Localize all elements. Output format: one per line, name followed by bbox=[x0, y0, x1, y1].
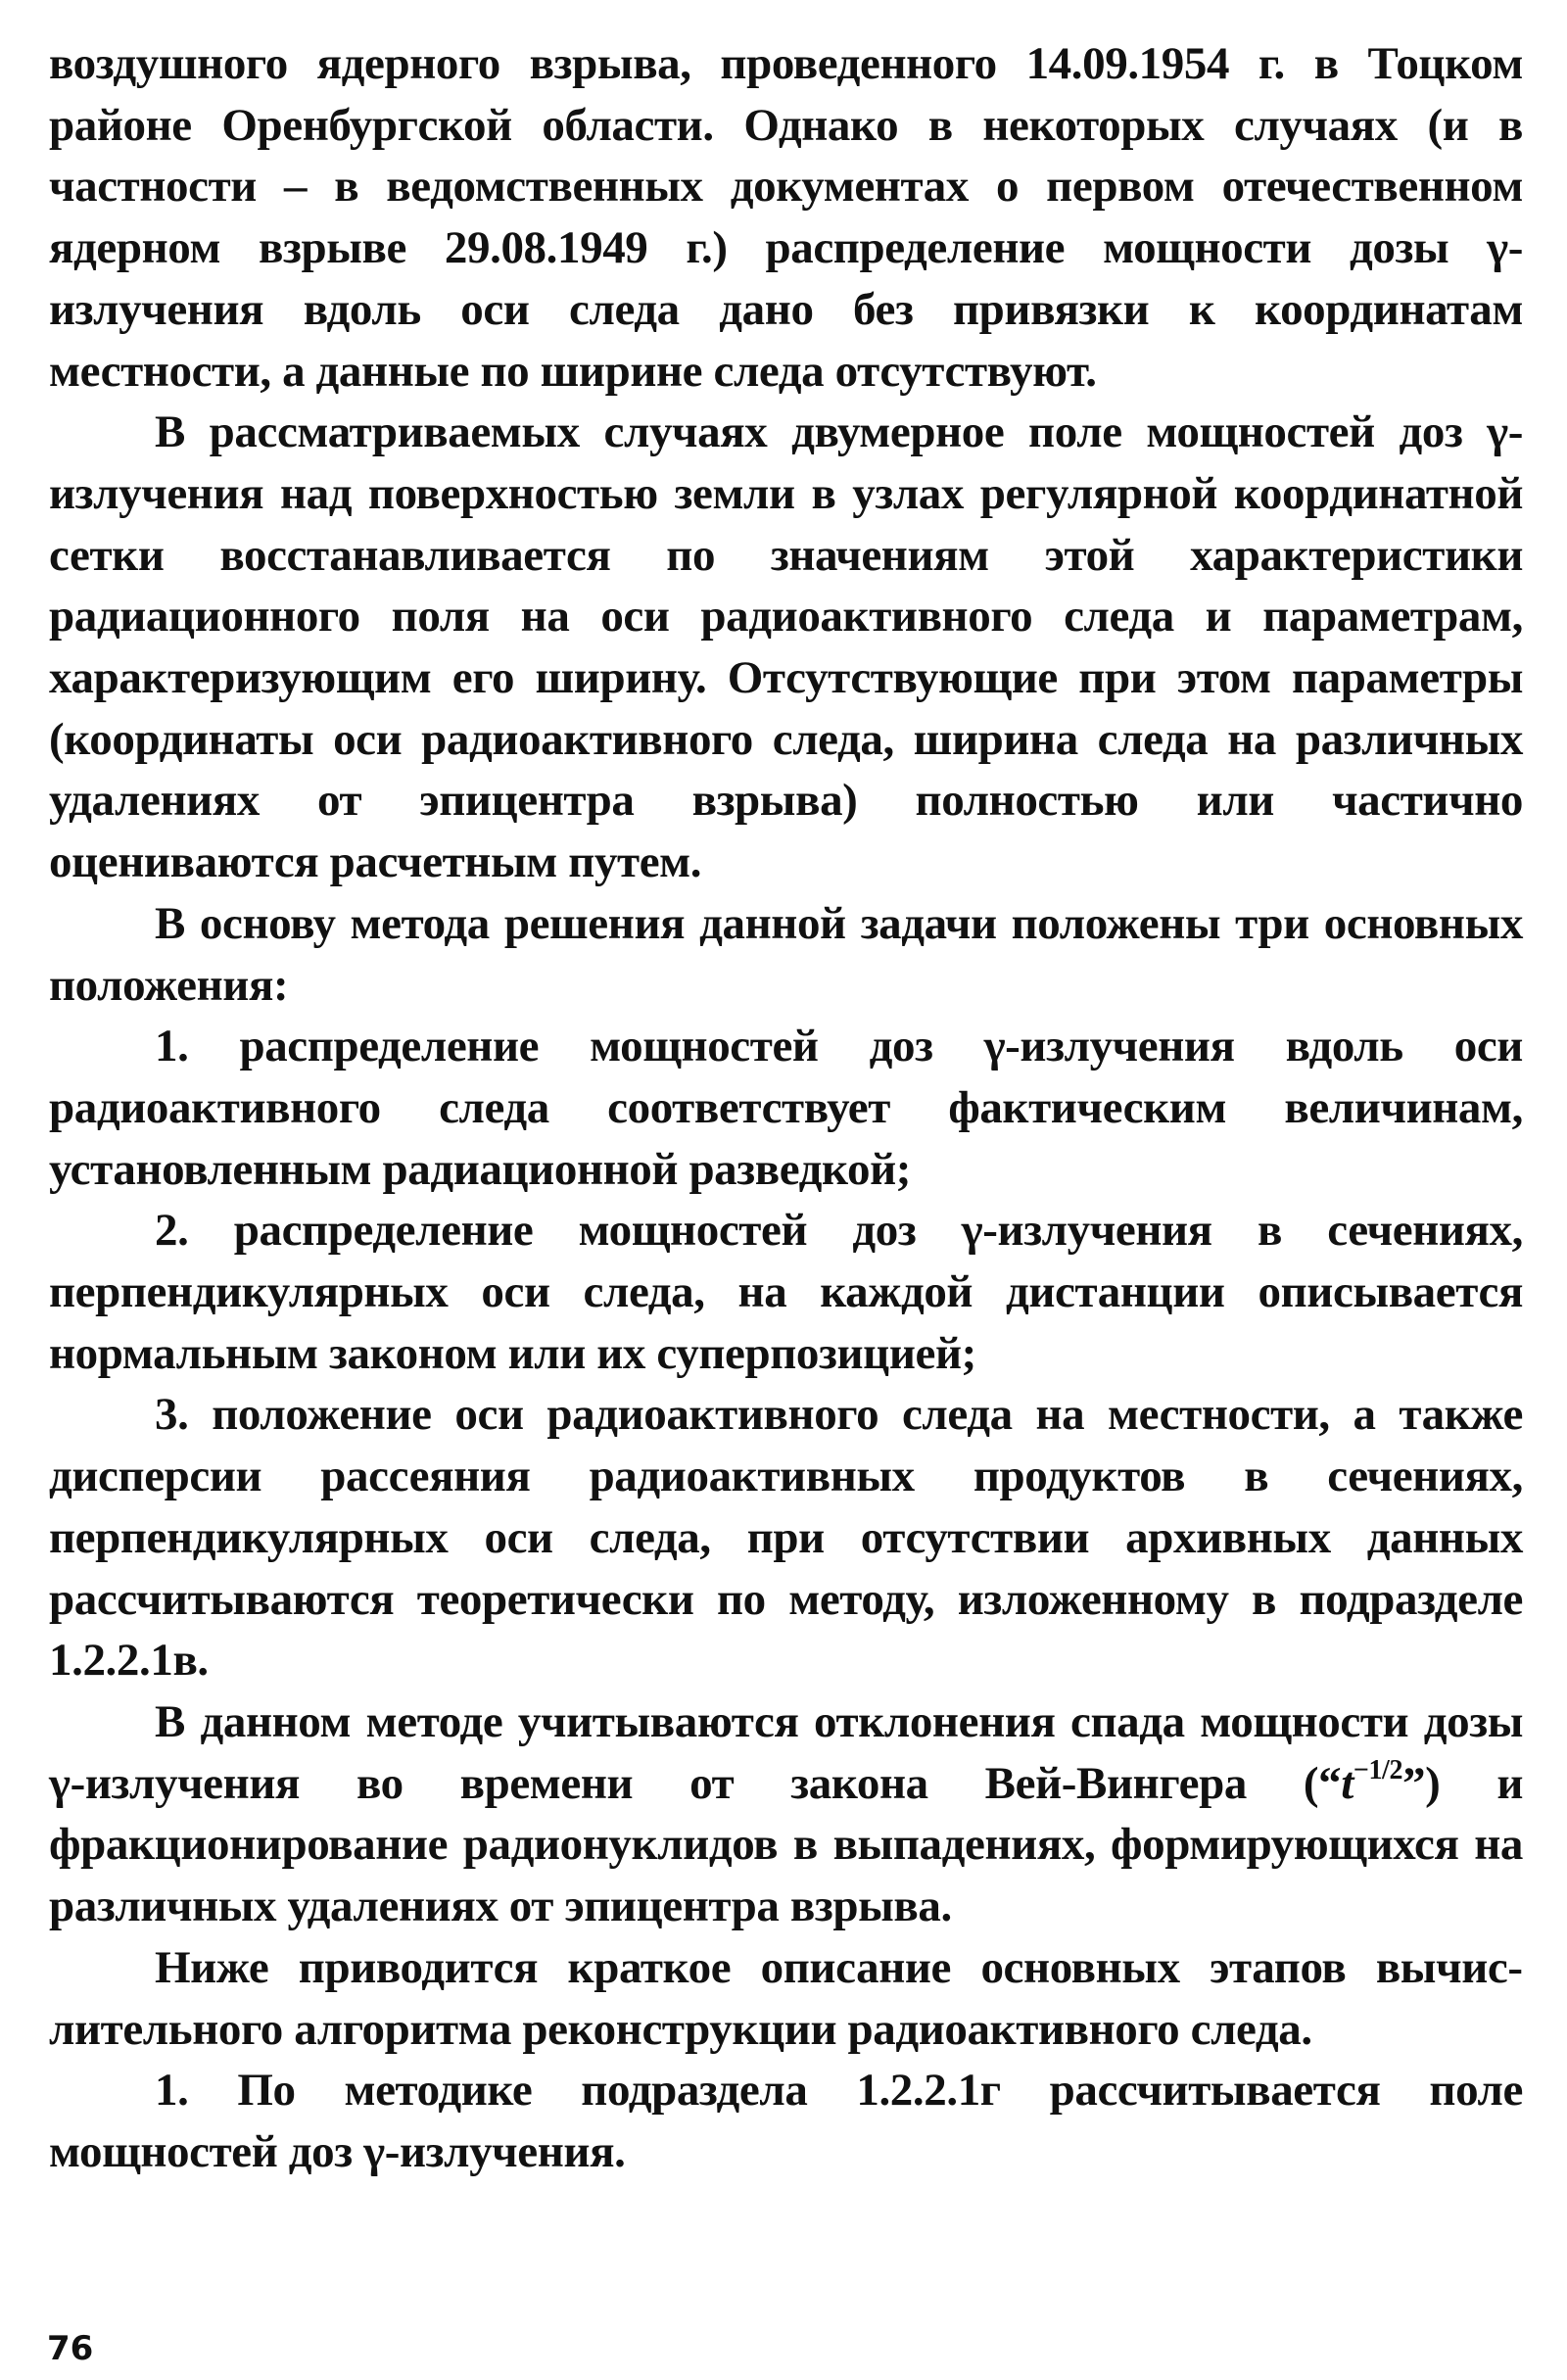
paragraph-weyinger-after: ”) и фракционирование радионуклидов в выпадениях, формирующихся на различных удалениях от эпицентра взрыва. bbox=[49, 1757, 1523, 1932]
list-item-3: 3. положение оси радиоактивного следа на местности, а также дисперсии рассеяния радиоактивных продуктов в сечениях, перпендикулярных оси следа, при отсутствии архивных данных рассчитываются теоретически по методу, изложенному в подразделе 1.2.2.1в. bbox=[49, 1389, 1523, 1687]
formula-exponent: −1/2 bbox=[1353, 1754, 1403, 1785]
paragraph-3: В основу метода решения данной задачи положены три основных положения: bbox=[49, 897, 1523, 1011]
algorithm-step-1: 1. По методике подраздела 1.2.2.1г рассчитывается поле мощностей доз γ-излучения. bbox=[49, 2065, 1523, 2177]
paragraph-2: В рассматриваемых случаях двумерное поле мощностей доз γ-излучения над поверхностью земли в узлах регулярной координатной сетки восстанавливается по значениям этой характеристики радиационного поля на оси радиоактивного следа и параметрам, характеризующим его ширину. Отсутствующие при этом параметры (координаты оси радиоактивного следа, ширина следа на различных удалениях от эпицентра взрыва) полностью или частично оцениваются расчетным путем. bbox=[49, 406, 1523, 888]
page-number: 76 bbox=[47, 2329, 94, 2368]
paragraph-1: воздушного ядерного взрыва, проведенного 14.09.1954 г. в Тоцком районе Оренбургской области. Однако в некоторых случаях (и в частности – в ведомственных документах о первом отечественном ядерном взрыве 29.08.1949 г.) распределение мощности дозы γ-излучения вдоль оси следа дано без привязки к координатам местности, а данные по ширине следа отсутствуют. bbox=[49, 38, 1523, 397]
list-item-2: 2. распределение мощностей доз γ-излучения в сечениях, перпендикулярных оси следа, на каждой дистанции описывается нормальным законом или их суперпозицией; bbox=[49, 1205, 1523, 1379]
paragraph-weyinger bbox=[49, 1691, 1523, 1937]
formula-variable: t bbox=[1341, 1757, 1353, 1809]
document-body bbox=[49, 33, 1523, 2183]
list-item-1: 1. распределение мощностей доз γ-излучения вдоль оси радиоактивного следа соответствует фактическим величинам, установленным радиационной разведкой; bbox=[49, 1021, 1523, 1195]
paragraph-algorithm: Ниже приводится краткое описание основных этапов вычислительного алгоритма реконструкции радиоактивного следа. bbox=[49, 1941, 1523, 2055]
paragraph-weyinger-before: В данном методе учитываются отклонения спада мощности дозы γ-излучения во времени от закона Вей-Вингера (“ bbox=[49, 1695, 1523, 1809]
